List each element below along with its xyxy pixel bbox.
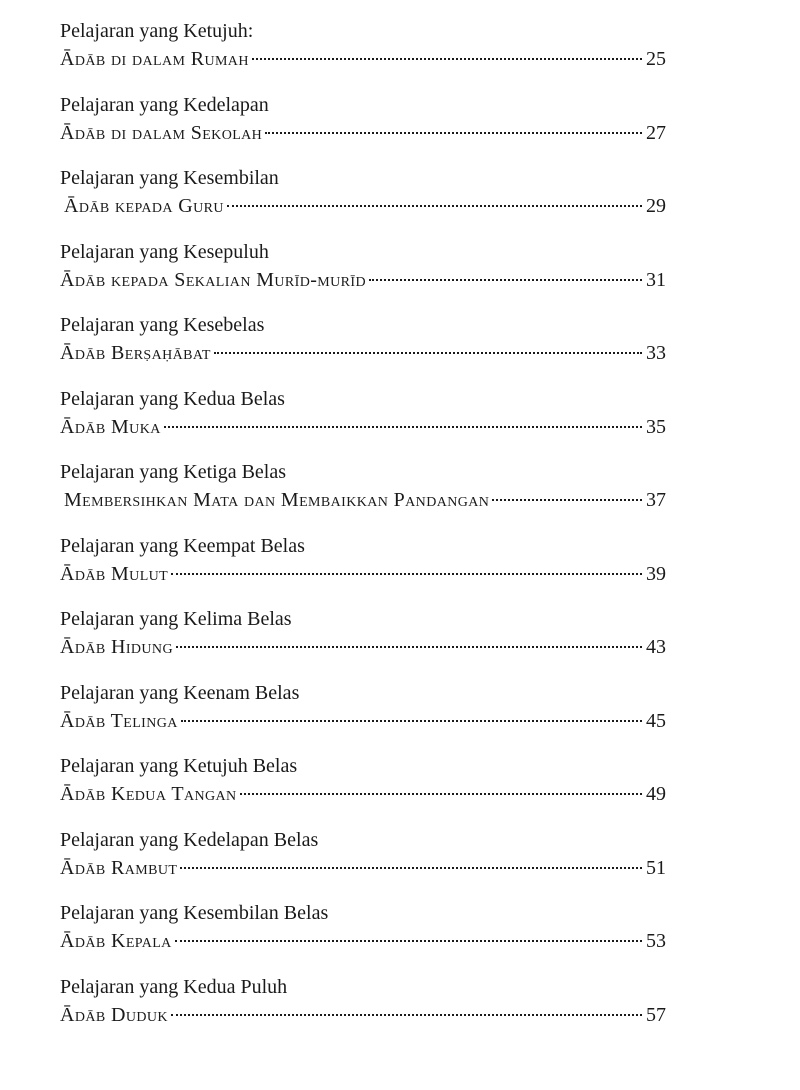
toc-line[interactable]: [60, 193, 666, 219]
toc-entry: [60, 747, 666, 821]
toc-entry: [60, 380, 666, 454]
toc-entry: [60, 527, 666, 601]
toc-entry: [60, 306, 666, 380]
toc-line[interactable]: [60, 487, 666, 513]
dot-leader: [171, 573, 642, 575]
lesson-heading: Pelajaran yang Kedelapan Belas: [60, 828, 319, 851]
page-number: 51: [646, 856, 666, 879]
page-number: 29: [646, 195, 666, 217]
page-number: 39: [646, 562, 666, 585]
lesson-heading: Pelajaran yang Kelima Belas: [60, 608, 292, 630]
toc-line[interactable]: [60, 928, 666, 954]
dot-leader: [227, 205, 642, 207]
lesson-title: Membersihkan Mata dan Membaikkan Pandangan: [64, 489, 490, 511]
toc-line[interactable]: [60, 340, 666, 366]
toc-line[interactable]: [60, 1002, 666, 1028]
dot-leader: [252, 58, 642, 60]
toc-entry: [60, 968, 666, 1042]
lesson-title: Ādāb kepada Sekalian Murīd-murīd: [60, 268, 366, 291]
page-number: 37: [646, 489, 666, 511]
toc-line[interactable]: [60, 414, 666, 440]
page-number: 57: [646, 1003, 666, 1026]
dot-leader: [492, 499, 642, 501]
dot-leader: [164, 426, 642, 428]
lesson-title: Ādāb Kepala: [60, 930, 172, 952]
toc-line[interactable]: [60, 781, 666, 807]
lesson-title: Ādāb Kedua Tangan: [60, 783, 237, 805]
toc-line[interactable]: [60, 855, 666, 881]
lesson-title: Ādāb Muka: [60, 415, 161, 438]
toc-line[interactable]: [60, 120, 666, 146]
lesson-heading: Pelajaran yang Ketujuh Belas: [60, 755, 298, 777]
toc-line[interactable]: [60, 708, 666, 734]
lesson-heading: Pelajaran yang Keenam Belas: [60, 681, 300, 704]
dot-leader: [214, 352, 642, 354]
toc-entry: [60, 233, 666, 307]
dot-leader: [171, 1014, 642, 1016]
lesson-heading: Pelajaran yang Kesepuluh: [60, 240, 269, 263]
page-number: 49: [646, 783, 666, 805]
toc-line[interactable]: [60, 267, 666, 293]
lesson-title: Ādāb Duduk: [60, 1003, 168, 1026]
lesson-heading: Pelajaran yang Keempat Belas: [60, 534, 305, 557]
dot-leader: [181, 720, 642, 722]
dot-leader: [176, 646, 642, 648]
lesson-title: Ādāb Berṣaḥābat: [60, 342, 211, 364]
toc-entry: [60, 453, 666, 527]
lesson-heading: Pelajaran yang Ketujuh:: [60, 20, 254, 42]
page-number: 53: [646, 930, 666, 952]
lesson-title: Ādāb Hidung: [60, 636, 173, 658]
toc-entry: [60, 821, 666, 895]
toc-line[interactable]: [60, 46, 666, 72]
toc-entry: [60, 86, 666, 160]
lesson-heading: Pelajaran yang Kedua Belas: [60, 387, 285, 410]
page-number: 31: [646, 268, 666, 291]
toc-entry: [60, 12, 666, 86]
lesson-heading: Pelajaran yang Ketiga Belas: [60, 461, 287, 483]
toc-line[interactable]: [60, 634, 666, 660]
dot-leader: [240, 793, 642, 795]
lesson-title: Ādāb Mulut: [60, 562, 169, 585]
lesson-title: Ādāb di dalam Sekolah: [60, 121, 263, 144]
page-number: 43: [646, 636, 666, 658]
dot-leader: [180, 867, 642, 869]
toc-entry: [60, 894, 666, 968]
lesson-title: Ādāb di dalam Rumah: [60, 48, 249, 70]
toc-entry: [60, 674, 666, 748]
lesson-heading: Pelajaran yang Kesembilan Belas: [60, 902, 329, 924]
lesson-title: Ādāb kepada Guru: [64, 195, 224, 217]
dot-leader: [369, 279, 642, 281]
page-number: 35: [646, 415, 666, 438]
page-number: 33: [646, 342, 666, 364]
lesson-heading: Pelajaran yang Kesebelas: [60, 314, 265, 336]
table-of-contents: [60, 12, 666, 1041]
lesson-heading: Pelajaran yang Kedua Puluh: [60, 975, 288, 998]
lesson-title: Ādāb Telinga: [60, 709, 178, 732]
page-number: 27: [646, 121, 666, 144]
dot-leader: [175, 940, 642, 942]
page-number: 25: [646, 48, 666, 70]
toc-line[interactable]: [60, 561, 666, 587]
dot-leader: [265, 132, 642, 134]
page-number: 45: [646, 709, 666, 732]
toc-entry: [60, 159, 666, 233]
lesson-heading: Pelajaran yang Kesembilan: [60, 167, 279, 189]
toc-entry: [60, 600, 666, 674]
lesson-title: Ādāb Rambut: [60, 856, 178, 879]
lesson-heading: Pelajaran yang Kedelapan: [60, 93, 269, 116]
